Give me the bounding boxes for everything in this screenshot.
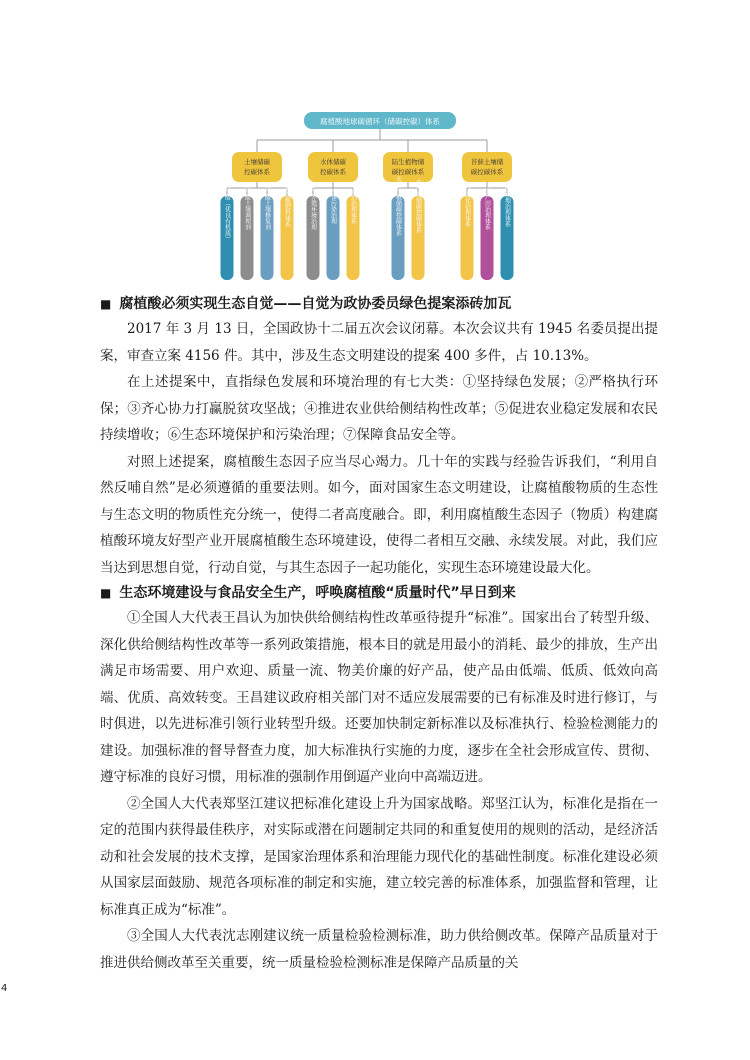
leaf-label: 腐植酸土壤修复剂: [263, 182, 271, 230]
bullet-icon: ■: [100, 586, 112, 600]
leaf-label: 天然植被储碳控碳体系: [394, 176, 402, 236]
section2-heading: [100, 581, 658, 605]
leaf-label: 腐植酸土壤调理剂: [243, 182, 251, 230]
leaf-label: 农作物储碳控碳体系: [414, 179, 422, 233]
section2-paragraph-3: ③全国人大代表沈志刚建议统一质量检验检测标准，助力供给侧改革。保障产品质量对于推进供给侧改革至关重要，统一质量检验检测标准是保障产品质量的关: [100, 928, 658, 971]
branch-node: [462, 152, 512, 182]
branch-label: 水体储碳: [320, 158, 346, 166]
article-body: [100, 292, 658, 976]
leaf-label: 腐植酸肥料体系: [283, 185, 291, 227]
section2-paragraph-1: ①全国人大代表王昌认为加快供给侧结构性改革亟待提升“标准”。国家出台了转型升级、深化供给侧结构性改革等一系列政策措施，根本目的就是用最小的消耗、最少的排放，生产出满足市场需要、用户欢迎、质量一流、物美价廉的好产品，使产品由低端、低质、低效向高端、优质、高效转变。王昌建议政府相关部门对不适应发展需要的已有标准及时进行修订，与时俱进，以先进标准引领行业转型升级。还要加快制定新标准以及标准执行、检验检测能力的建设。加强标准的督导督查力度，加大标准执行实施的力度，逐步在全社会形成宣传、贯彻、遵守标准的良好习惯，用标准的强制作用倒逼产业向中高端迈进。: [100, 610, 658, 785]
leaf-label: 水产养殖环境治理: [309, 182, 317, 230]
branch-node: [383, 152, 433, 182]
branch-node: [308, 152, 358, 182]
section2-paragraph-2: ②全国人大代表郑坚江建议把标准化建设上升为国家战略。郑坚江认为，标准化是指在一定的范围内获得最佳秩序，对实际或潜在问题制定共同的和重复使用的规则的活动，是经济活动和社会发展的技术支撑，是国家治理体系和治理能力现代化的基础性制度。标准化建设必须从国家层面鼓励、规范各项标准的制定和实施，建立较完善的标准体系，加强监督和管理，让标准真正成为“标准”。: [100, 795, 658, 918]
section1-paragraph-1: 2017 年 3 月 13 日，全国政协十二届五次会议闭幕。本次会议共有 1945 名委员提出提案，审查立案 4156 件。其中，涉及生态文明建设的提案 400 多件，占 10.13%。: [100, 321, 658, 364]
branch-label: 控碳体系: [320, 168, 346, 176]
branch-label: 陆生植物储: [391, 158, 425, 166]
leaf-label: 补充腐植酸（优良有机质）: [223, 170, 231, 242]
branch-label: 碳控碳体系: [391, 168, 425, 176]
page-number: 4: [1, 983, 8, 994]
branch-label: 苔藓土壤储: [470, 158, 504, 166]
leaf-label: 沙漠化治理体系: [463, 185, 471, 227]
leaf-label: 湖泊治理体系: [349, 188, 357, 224]
leaf-label: 盐碱地治理体系: [503, 185, 511, 227]
carbon-cycle-diagram: [195, 108, 565, 283]
section1-heading: [100, 292, 658, 316]
bullet-icon: ■: [100, 297, 112, 311]
section2-title: 生态环境建设与食品安全生产，呼唤腐植酸“质量时代”早日到来: [119, 585, 516, 601]
section1-paragraph-2: 在上述提案中，直指绿色发展和环境治理的有七大类：①坚持绿色发展；②严格执行环保；③齐心协力打赢脱贫攻坚战；④推进农业供给侧结构性改革；⑤促进农业稳定发展和农民持续增收；⑥生态环境保护和污染治理；⑦保障食品安全等。: [100, 374, 658, 443]
branch-label: 土壤储碳: [244, 158, 270, 166]
leaf-label: 水体污染治理: [329, 188, 337, 224]
section1-paragraph-3: 对照上述提案，腐植酸生态因子应当尽心竭力。几十年的实践与经验告诉我们，“利用自然反哺自然”是必须遵循的重要法则。如今，面对国家生态文明建设，让腐植酸物质的生态性与生态文明的物质性充分统一，使得二者高度融合。即，利用腐植酸生态因子（物质）构建腐植酸环境友好型产业开展腐植酸生态环境建设，使得二者相互交融、永续发展。对此，我们应当达到思想自觉，行动自觉，与其生态因子一起功能化，实现生态环境建设最大化。: [100, 453, 658, 576]
branch-label: 控碳体系: [244, 168, 270, 176]
branch-node: [232, 152, 282, 182]
section1-title: 腐植酸必须实现生态自觉——自觉为政协委员绿色提案添砖加瓦: [119, 296, 512, 312]
root-label: 腐植酸地球碳循环（储碳控碳）体系: [320, 117, 440, 126]
leaf-label: 中低产田治理体系: [483, 182, 491, 230]
branch-label: 碳控碳体系: [470, 168, 504, 176]
